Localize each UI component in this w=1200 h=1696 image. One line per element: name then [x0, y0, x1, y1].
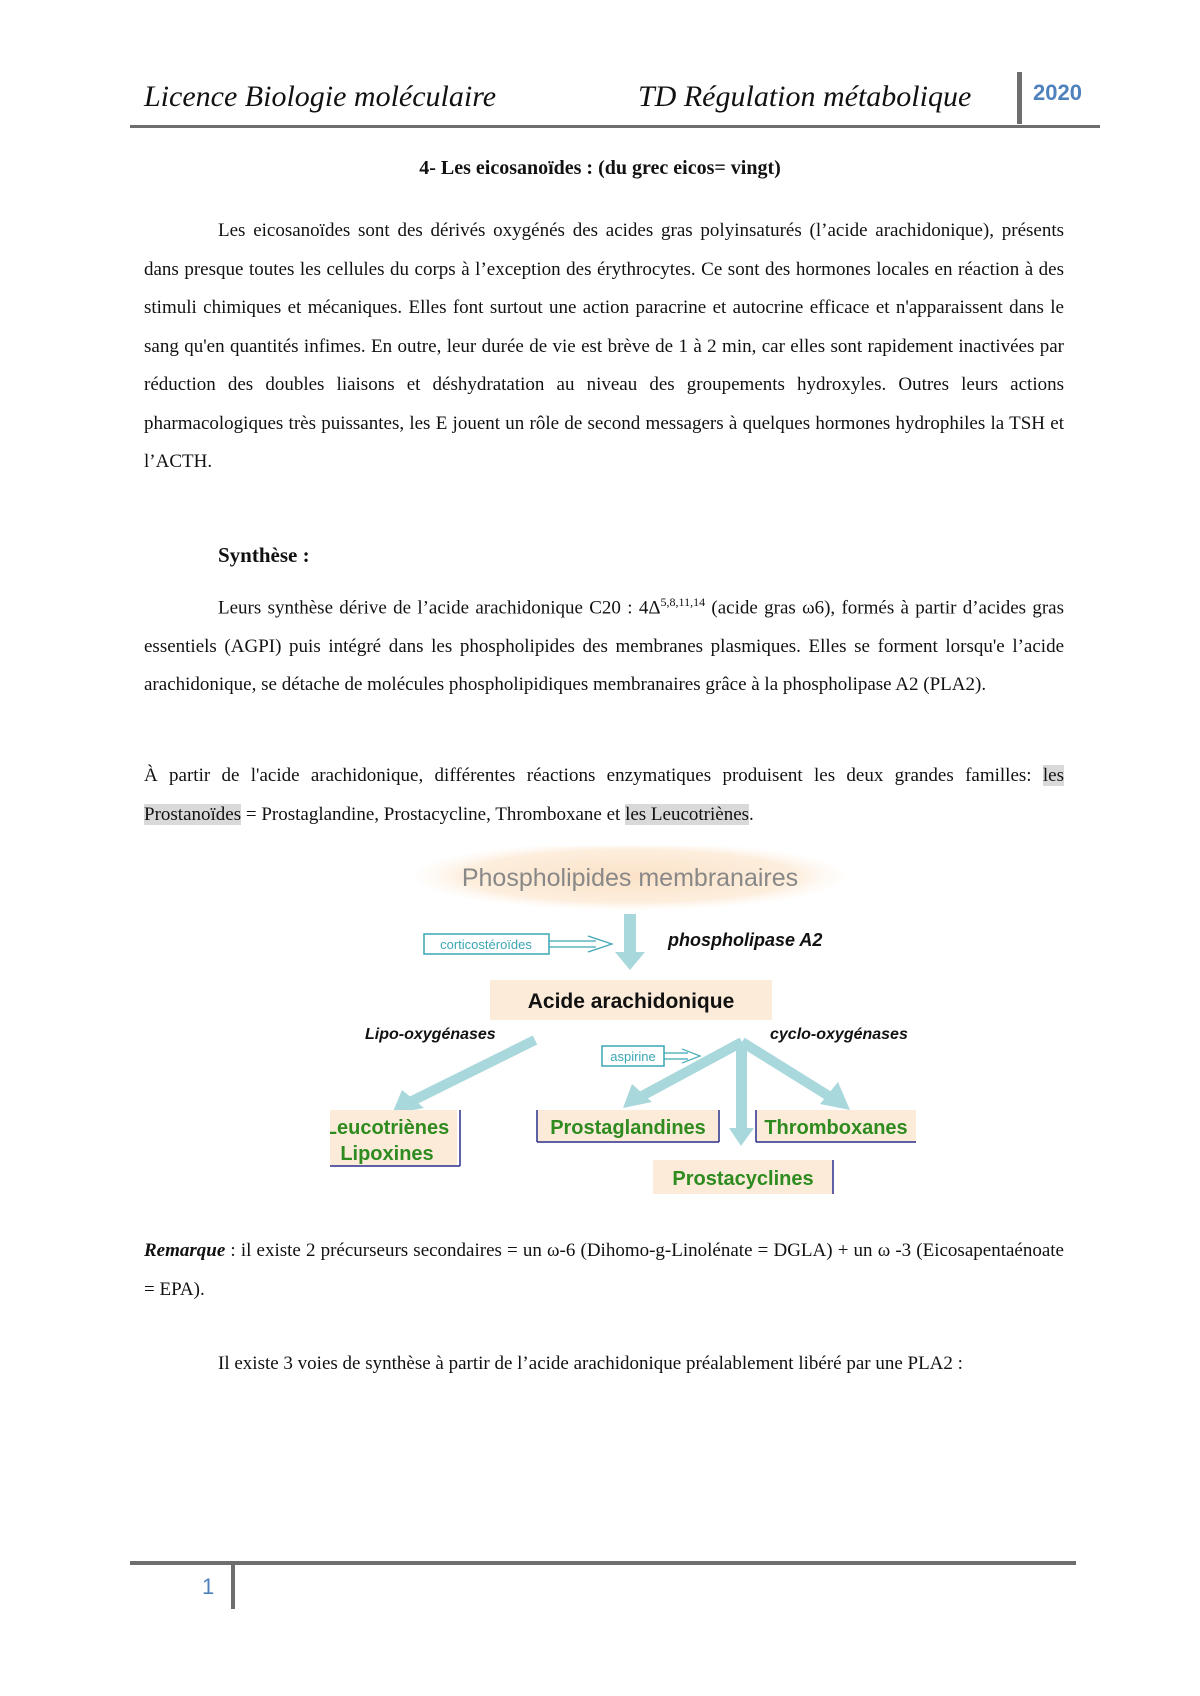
highlight-leucotrienes: les Leucotriènes: [625, 803, 750, 825]
arrow-prostacyclines-head: [729, 1128, 754, 1146]
corticosteroides-label: corticostéroïdes: [440, 937, 532, 952]
header-td-title: TD Régulation métabolique: [638, 80, 972, 113]
thromboxanes-label: Thromboxanes: [764, 1117, 908, 1139]
arrow-pla2-head: [615, 952, 645, 970]
arrow-pla2-shaft: [624, 914, 636, 954]
families-paragraph: À partir de l'acide arachidonique, différentes réactions enzymatiques produisent les deux grandes familles: les Prostanoïdes = Prostaglandine, Prostacycline, Thromboxane et les Leucotriènes.: [144, 765, 1064, 825]
phospholipides-label: Phospholipides membranaires: [461, 864, 799, 892]
header-divider: [1017, 72, 1022, 124]
synthese-paragraph: Leurs synthèse dérive de l’acide arachidonique C20 : $4\Delta^{5,8,11,14}$ (acide gras ω6), formés à partir d’acides gras essentiels (AGPI) puis intégré dans les phospholipides des membranes plasmiques. Elles se forment lorsqu'e l’acide arachidonique, se détache de molécules phospholipidiques membranaires grâce à la phospholipase A2 (PLA2).: [144, 595, 1064, 696]
lipoxines-label: Lipoxines: [340, 1143, 434, 1165]
leucotrienes-label: Leucotriènes: [330, 1117, 450, 1139]
footer-divider: [231, 1565, 235, 1609]
header-course-title: Licence Biologie moléculaire: [144, 80, 497, 113]
corticosteroides-arrow: [588, 936, 612, 952]
acide-arachidonique-label: Acide arachidonique: [527, 990, 735, 1013]
lipo-oxygenases-label: Lipo-oxygénases: [365, 1026, 496, 1043]
header-rule: [130, 125, 1100, 128]
phospholipase-a2-label: phospholipase A2: [668, 930, 823, 950]
remarque-label: Remarque: [144, 1240, 226, 1261]
page-number: 1: [202, 1574, 215, 1599]
synthese-heading: Synthèse :: [218, 543, 310, 567]
arrow-thromboxanes-shaft: [742, 1042, 832, 1098]
eicosanoid-pathway-diagram: [330, 846, 950, 1196]
header-year: 2020: [1033, 80, 1082, 105]
arrow-leucotrienes-shaft: [410, 1040, 535, 1102]
highlight-prostanoides: les Prostanoïdes: [144, 765, 1064, 825]
footer-rule: [130, 1561, 1076, 1565]
section-title: 4- Les eicosanoïdes : (du grec eicos= vingt): [419, 157, 781, 179]
prostacyclines-label: Prostacyclines: [672, 1168, 814, 1190]
voies-paragraph: Il existe 3 voies de synthèse à partir de l’acide arachidonique préalablement libéré par une PLA2 :: [218, 1353, 963, 1374]
cyclo-oxygenases-label: cyclo-oxygénases: [770, 1026, 908, 1043]
intro-paragraph: Les eicosanoïdes sont des dérivés oxygénés des acides gras polyinsaturés (l’acide arachidonique), présents dans presque toutes les cellules du corps à l’exception des érythrocytes. Ce sont des hormones locales en réaction à des stimuli chimiques et mécaniques. Elles font surtout une action paracrine et autocrine efficace et n'apparaissent dans le sang qu'en quantités infimes. En outre, leur durée de vie est brève de 1 à 2 min, car elles sont rapidement inactivées par réduction des doubles liaisons et déshydratation au niveau des groupements hydroxyles. Outres leurs actions pharmacologiques très puissantes, les E jouent un rôle de second messagers à quelques hormones hydrophiles la TSH et l’ACTH.: [144, 220, 1064, 472]
arrow-prostacyclines-shaft: [736, 1042, 747, 1130]
aspirine-label: aspirine: [610, 1049, 656, 1064]
remarque-paragraph: Remarque : il existe 2 précurseurs secondaires = un ω-6 (Dihomo-g-Linolénate = DGLA) + un ω -3 (Eicosapentaénoate = EPA).: [144, 1240, 1064, 1300]
delta-superscript: 5,8,11,14: [660, 595, 706, 609]
prostaglandines-label: Prostaglandines: [550, 1117, 706, 1139]
